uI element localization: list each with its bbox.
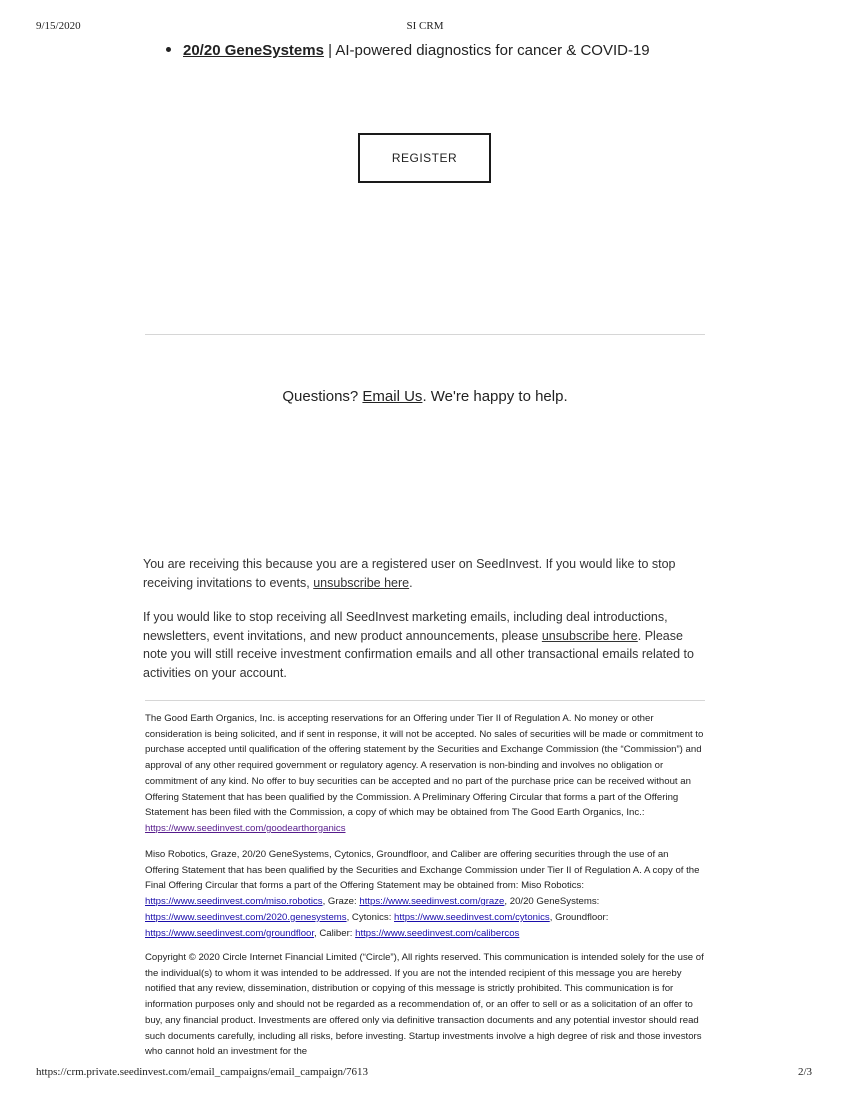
cytonics-label: , Cytonics: <box>346 911 395 923</box>
bullet-icon <box>166 47 171 52</box>
unsubscribe-events-end: . <box>409 575 413 590</box>
legal-offerings-intro: Miso Robotics, Graze, 20/20 GeneSystems, Cytonics, Groundfloor, and Caliber are offering securities through the use of an Offering Statement that has been qualified by the Securities and Exchange Commission under Tier II of Regulation A. A copy of the Final Offering Circular that forms a part of the Offering Statement may be obtained from: Miso Robotics: <box>145 849 700 892</box>
legal-reg-a-text: The Good Earth Organics, Inc. is accepting reservations for an Offering under Tier II of Regulation A. No money or other consideration is being solicited, and if sent in response, it will not be accepted. No sales of securities will be made or commitment to purchase accepted until qualification of the offering statement by the Securities and Exchange Commission (the “Commission”) and approval of any other required government or regulatory agency. A reservation is non-binding and involves no obligation or commitment of any kind. No offer to buy securities can be accepted and no part of the purchase price can be received without an Offering Statement that has been qualified by the Commission. A Preliminary Offering Circular that forms a part of the Offering Statement has been filed with the Commission, a copy of which may be obtained from The Good Earth Organics, Inc.: <box>145 713 704 819</box>
groundfloor-link[interactable]: https://www.seedinvest.com/groundfloor <box>145 927 315 939</box>
legal-divider <box>145 700 705 701</box>
print-title: SI CRM <box>406 20 444 32</box>
genesystems-link[interactable]: https://www.seedinvest.com/2020.genesystems <box>145 911 347 923</box>
unsubscribe-events-link[interactable]: unsubscribe here <box>313 575 410 590</box>
caliber-label: , Caliber: <box>314 927 356 939</box>
bullet-separator: | <box>323 42 336 59</box>
print-date: 9/15/2020 <box>36 20 81 32</box>
legal-copyright-paragraph: Copyright © 2020 Circle Internet Financial Limited (“Circle”), All rights reserved. This communication is intended solely for the use of the individual(s) to whom it was intended to be addressed. If you are not the intended recipient of this message you are hereby notified that any review, dissemination, distribution or copying of this message is strictly prohibited. This communication is for information purposes only and should not be regarded as a recommendation of, or an offer to sell or as a solicitation of an offer to buy, any financial product. Investments are offered only via definitive transaction documents and any potential investor should read such documents carefully, including all risks, before investing. Startup investments involve a high degree of risk and those investors who cannot hold an investment for the <box>145 952 704 1058</box>
unsubscribe-events-paragraph <box>143 555 708 592</box>
unsubscribe-all-text: If you would like to stop receiving all SeedInvest marketing emails, including deal introductions, newsletters, event invitations, and new product announcements, please <box>143 610 668 643</box>
email-us-link[interactable]: Email Us <box>362 388 423 405</box>
company-link[interactable]: 20/20 GeneSystems <box>183 42 324 59</box>
unsubscribe-all-end: . Please note you will still receive investment confirmation emails and all other transactional emails related to activities on your account. <box>143 628 694 680</box>
page-number: 2/3 <box>797 1066 812 1078</box>
unsubscribe-all-link[interactable]: unsubscribe here <box>541 628 638 643</box>
unsubscribe-events-text: You are receiving this because you are a registered user on SeedInvest. If you would like to stop receiving invitations to events, <box>143 557 676 590</box>
print-url: https://crm.private.seedinvest.com/email_campaigns/email_campaign/7613 <box>36 1066 369 1078</box>
legal-reg-a-paragraph <box>145 711 705 837</box>
graze-link[interactable]: https://www.seedinvest.com/graze <box>359 896 505 908</box>
company-bullet-item <box>166 42 650 59</box>
company-description: AI-powered diagnostics for cancer & COVID-19 <box>335 42 650 59</box>
questions-suffix: . We're happy to help. <box>422 388 568 405</box>
register-button[interactable]: REGISTER <box>358 133 491 183</box>
caliber-link[interactable]: https://www.seedinvest.com/calibercos <box>355 927 520 939</box>
groundfloor-label: , Groundfloor: <box>549 911 612 923</box>
graze-label: , Graze: <box>322 896 360 908</box>
questions-line <box>0 388 850 405</box>
miso-robotics-link[interactable]: https://www.seedinvest.com/miso.robotics <box>145 896 323 908</box>
cytonics-link[interactable]: https://www.seedinvest.com/cytonics <box>394 911 550 923</box>
unsubscribe-all-paragraph <box>143 608 708 682</box>
section-divider <box>145 334 705 335</box>
questions-prefix: Questions? <box>282 388 363 405</box>
legal-offerings-paragraph <box>145 847 705 941</box>
genesystems-label: , 20/20 GeneSystems: <box>504 896 602 908</box>
good-earth-organics-link[interactable]: https://www.seedinvest.com/goodearthorganics <box>145 822 346 834</box>
